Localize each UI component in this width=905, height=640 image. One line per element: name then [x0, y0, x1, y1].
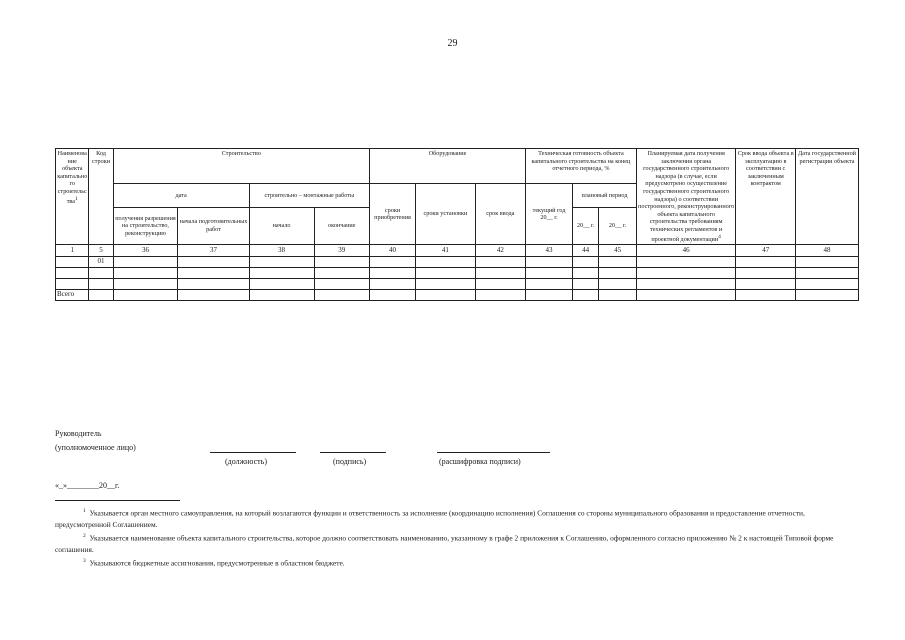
- header-construction: Строительство: [113, 149, 369, 184]
- table-row: [56, 268, 859, 279]
- column-numbers-row: [56, 245, 859, 257]
- header-date: дата: [113, 184, 249, 208]
- header-equipment: Оборудование: [370, 149, 526, 184]
- header-row-code: Код строки: [89, 149, 113, 245]
- header-plan-period: плановый период: [573, 184, 637, 208]
- header-plan-year1: 20__ г.: [573, 207, 599, 244]
- column-number: 5: [89, 245, 113, 257]
- signature-line: [320, 452, 386, 453]
- header-readiness: Техническая готовность объекта капитального строительства на конец отчетного периода, %: [525, 149, 636, 184]
- column-number: 38: [249, 245, 314, 257]
- position-caption: (должность): [225, 457, 267, 466]
- column-number: 40: [370, 245, 416, 257]
- header-smr-start: начало: [249, 207, 314, 244]
- authorized-person-label: (уполномоченное лицо): [55, 443, 136, 452]
- footnote-separator: [55, 500, 180, 501]
- table-row: [56, 257, 859, 268]
- header-plan-year2: 20__ г.: [599, 207, 637, 244]
- column-number: 37: [178, 245, 249, 257]
- total-row: [56, 290, 859, 301]
- date-field: «_»________20__г.: [55, 481, 120, 490]
- column-number: 1: [56, 245, 89, 257]
- column-number: 46: [636, 245, 735, 257]
- footnote-1: $^1$ Указывается орган местного самоуправления, на который возлагаются функции и ответственность за исполнение (координацию исполнения) Соглашения со стороны муниципального образования и предоставление отчетности, предусмотренной Соглашением.: [55, 508, 805, 530]
- column-number: 47: [736, 245, 796, 257]
- column-number: 48: [796, 245, 859, 257]
- total-label: Всего: [56, 290, 89, 301]
- column-number: 45: [599, 245, 637, 257]
- construction-table: [55, 148, 859, 301]
- decoding-line: [437, 452, 550, 453]
- header-prep-date: начала подготовительных работ: [178, 207, 249, 244]
- header-object-name: Наименование объекта капитального строительства1: [56, 149, 89, 245]
- signature-caption: (подпись): [333, 457, 367, 466]
- header-conclusion-date: Планируемая дата получения заключения органа государственного строительного надзора (в случае, если предусмотрено осуществление государственного строительного надзора) о соответствии построенного, реконструированного объекта капитального строительства требованиям технических регламентов и проектной документации4: [636, 149, 735, 245]
- header-current-year: текущий год 20__ г.: [525, 184, 572, 245]
- head-label: Руководитель: [55, 429, 102, 438]
- decoding-caption: (расшифровка подписи): [439, 457, 521, 466]
- header-purchase-term: сроки приобретения: [370, 184, 416, 245]
- column-number: 43: [525, 245, 572, 257]
- row-code: 01: [89, 257, 113, 268]
- header-permit-date: получения разрешения на строительство, реконструкцию: [113, 207, 178, 244]
- header-smr-end: окончание: [314, 207, 370, 244]
- column-number: 42: [475, 245, 525, 257]
- footnote-3: $^3$ Указываются бюджетные ассигнования, предусмотренные в областном бюджете.: [83, 558, 345, 568]
- header-registration-date: Дата государственной регистрации объекта: [796, 149, 859, 245]
- table-row: [56, 279, 859, 290]
- column-number: 41: [416, 245, 476, 257]
- position-line: [210, 452, 296, 453]
- header-commission-term: Срок ввода объекта в эксплуатацию в соответствии с заключенным контрактом: [736, 149, 796, 245]
- header-install-term: сроки установки: [416, 184, 476, 245]
- header-commission: срок ввода: [475, 184, 525, 245]
- column-number: 44: [573, 245, 599, 257]
- column-number: 36: [113, 245, 178, 257]
- page-number: 29: [447, 38, 458, 49]
- column-number: 39: [314, 245, 370, 257]
- header-smr: строительно – монтажные работы: [249, 184, 369, 208]
- footnote-2: $^2$ Указывается наименование объекта капитального строительства, которое должно соответствовать наименованию, указанному в графе 2 приложения к Соглашению, оформленного согласно приложению № 2 к настоящей Типовой форме соглашения.: [55, 533, 834, 555]
